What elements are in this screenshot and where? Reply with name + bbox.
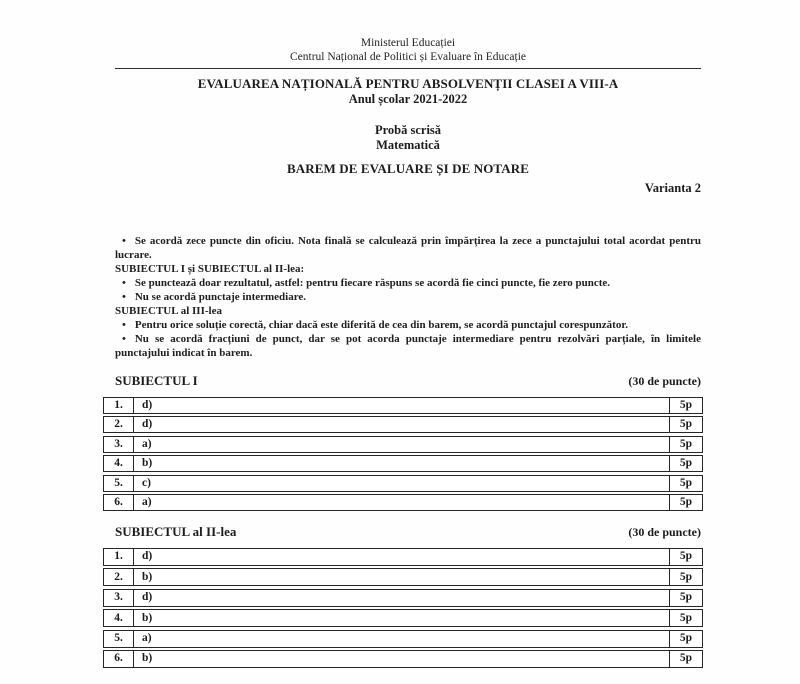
answer-cell: a)	[142, 437, 152, 450]
answer-cell: b)	[142, 457, 153, 470]
section-1-header	[115, 373, 701, 389]
row-number-cell: 1.	[104, 398, 134, 413]
rule-text: Pentru orice soluție corectă, chiar dacă este diferită de cea din barem, se acordă punctajul corespunzător.	[134, 319, 628, 331]
table-row	[103, 630, 703, 648]
row-number-cell: 6.	[104, 495, 134, 510]
points-cell: 5p	[669, 398, 702, 413]
table-row	[103, 397, 703, 414]
variant-label: Varianta 2	[644, 181, 701, 195]
rules-subheading-subject-1-2: SUBIECTUL I și SUBIECTUL al II-lea:	[115, 263, 305, 275]
points-cell: 5p	[669, 549, 702, 565]
exam-title: EVALUAREA NAȚIONALĂ PENTRU ABSOLVENȚII CLASEI A VIII-A	[197, 76, 619, 91]
doc-title: BAREM DE EVALUARE ȘI DE NOTARE	[287, 161, 529, 176]
rule-result-only	[115, 276, 701, 290]
row-number-cell: 4.	[104, 610, 134, 626]
bullet-icon: •	[122, 277, 126, 289]
row-number-cell: 5.	[104, 476, 134, 491]
points-cell: 5p	[669, 590, 702, 606]
bullet-icon: •	[122, 291, 126, 303]
answer-cell: b)	[142, 652, 153, 665]
header-divider	[115, 68, 701, 69]
bullet-icon: •	[122, 235, 126, 247]
table-row	[103, 455, 703, 472]
section-2-title: SUBIECTUL al II-lea	[115, 523, 237, 539]
points-cell: 5p	[669, 651, 702, 667]
rule-text: Se acordă zece puncte din oficiu. Nota finală se calculează prin împărțirea la zece a punctajului total acordat pentru lucrare.	[115, 235, 701, 261]
points-cell: 5p	[669, 610, 702, 626]
bullet-icon: •	[122, 333, 126, 345]
answer-cell: c)	[142, 476, 151, 489]
row-number-cell: 3.	[104, 590, 134, 606]
section-1-answer-table	[103, 397, 703, 511]
row-number-cell: 2.	[104, 417, 134, 432]
points-cell: 5p	[669, 456, 702, 471]
exam-type: Probă scrisă	[374, 123, 442, 137]
answer-cell: a)	[142, 495, 152, 508]
row-number-cell: 3.	[104, 437, 134, 452]
rule-text: Nu se acordă fracțiuni de punct, dar se pot acorda punctaje intermediare pentru rezolvări parțiale, în limitele punctajului indicat în barem.	[115, 333, 701, 359]
rule-no-fractions	[115, 332, 701, 360]
rule-any-correct-solution	[115, 318, 701, 332]
title-block	[115, 76, 701, 196]
rule-text: Nu se acordă punctaje intermediare.	[134, 291, 307, 303]
table-row	[103, 475, 703, 492]
points-cell: 5p	[669, 495, 702, 510]
table-row	[103, 650, 703, 668]
bullet-icon: •	[122, 319, 126, 331]
table-row	[103, 609, 703, 627]
points-cell: 5p	[669, 437, 702, 452]
answer-cell: d)	[142, 399, 153, 411]
points-cell: 5p	[669, 417, 702, 432]
points-cell: 5p	[669, 569, 702, 585]
answer-cell: b)	[142, 611, 153, 624]
points-cell: 5p	[669, 476, 702, 491]
row-number-cell: 4.	[104, 456, 134, 471]
org-name-line2: Centrul Național de Politici și Evaluare în Educație	[289, 51, 526, 63]
rules-subheading-subject-3: SUBIECTUL al III-lea	[115, 305, 222, 317]
section-1-title: SUBIECTUL I	[115, 373, 198, 388]
answer-cell: b)	[142, 570, 153, 583]
rule-no-intermediate	[115, 290, 701, 304]
table-row	[103, 494, 703, 511]
answer-cell: a)	[142, 632, 152, 645]
rule-office-points	[115, 234, 701, 262]
section-2-points: (30 de puncte)	[628, 524, 701, 539]
table-row	[103, 416, 703, 433]
points-cell: 5p	[669, 631, 702, 647]
row-number-cell: 6.	[104, 651, 134, 667]
answer-cell: d)	[142, 418, 153, 431]
answer-cell: d)	[142, 591, 153, 604]
exam-subject: Matematică	[376, 138, 440, 152]
school-year: Anul școlar 2021-2022	[348, 92, 468, 106]
org-name-line1: Ministerul Educației	[360, 37, 456, 49]
section-1-points: (30 de puncte)	[628, 374, 701, 388]
section-2-header	[115, 524, 701, 540]
table-row	[103, 568, 703, 586]
grading-rules	[115, 234, 701, 360]
section-2-answer-table	[103, 548, 703, 668]
table-row	[103, 589, 703, 607]
rule-text: Se punctează doar rezultatul, astfel: pentru fiecare răspuns se acordă fie cinci puncte, fie zero puncte.	[134, 277, 611, 289]
row-number-cell: 1.	[104, 549, 134, 565]
table-row	[103, 548, 703, 566]
row-number-cell: 5.	[104, 631, 134, 647]
answer-cell: d)	[142, 550, 153, 563]
table-row	[103, 436, 703, 453]
document-header	[115, 36, 701, 64]
row-number-cell: 2.	[104, 569, 134, 585]
